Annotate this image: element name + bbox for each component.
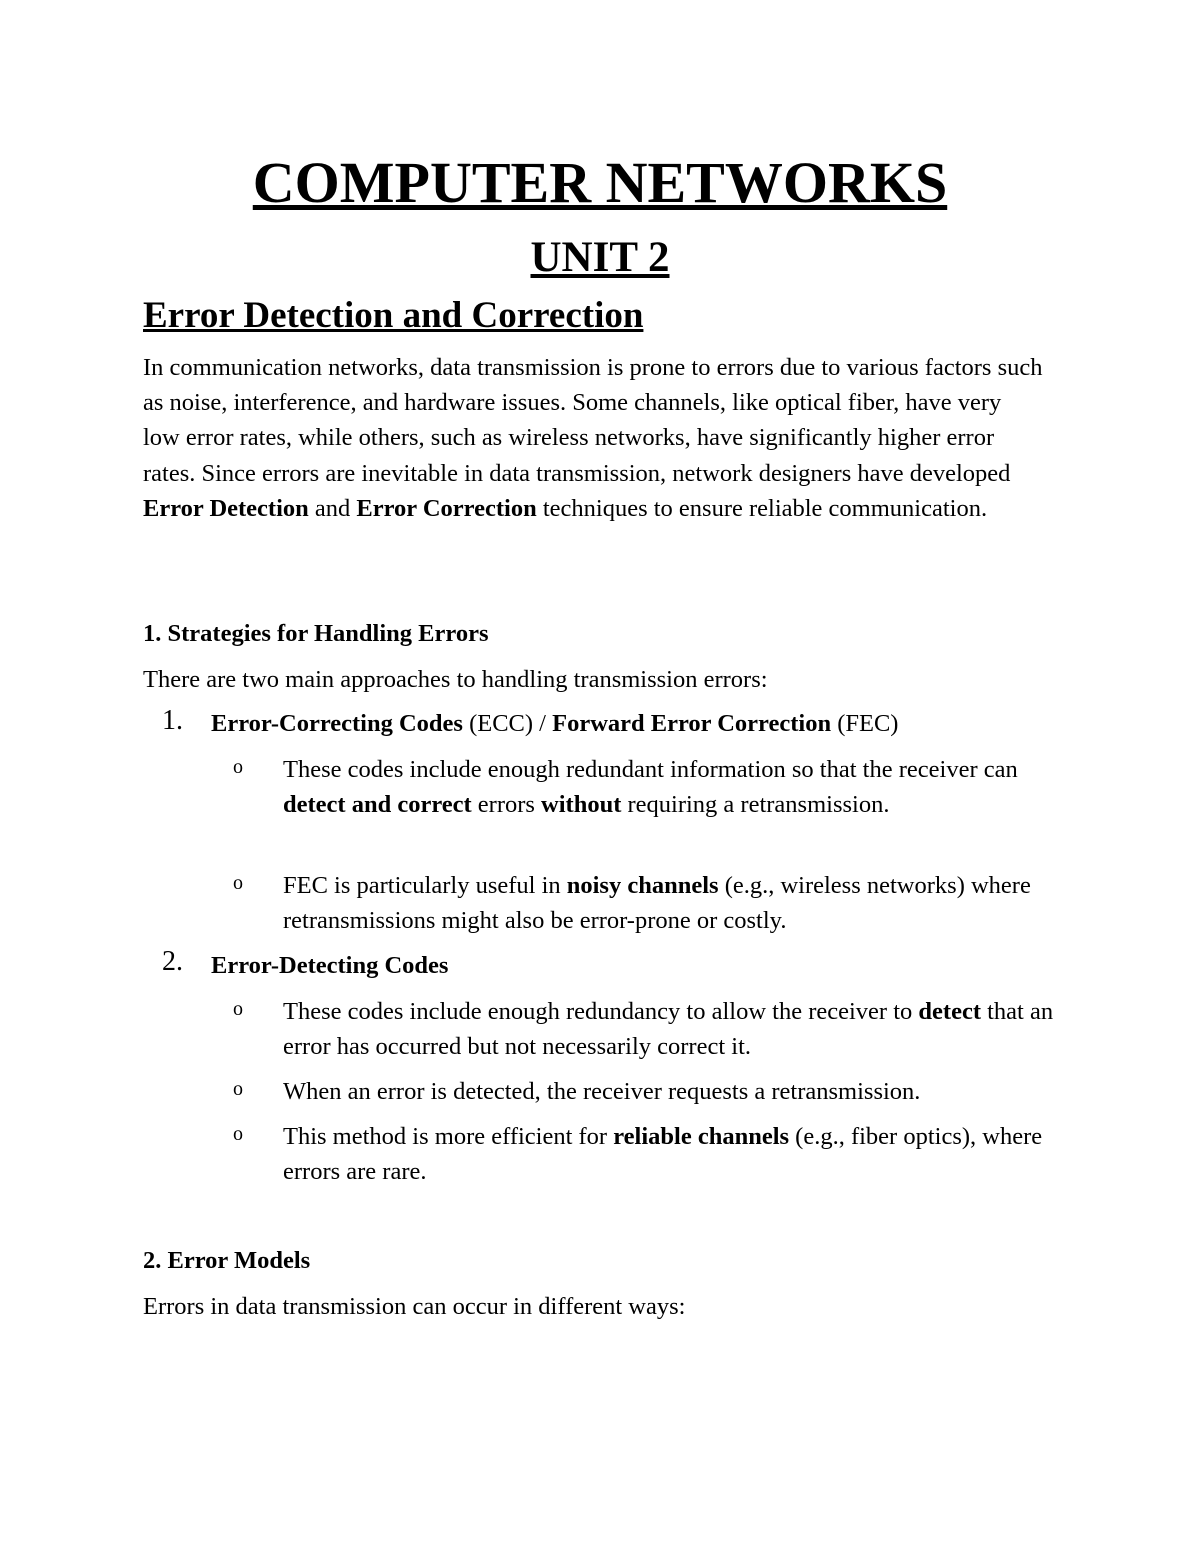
intro-text-2: and [308,494,357,522]
error-models-lead: Errors in data transmission can occur in different ways: [143,1293,686,1320]
list-number: 2. [162,946,183,977]
bullet-bold-part: reliable channels [613,1123,790,1150]
list-item-title [211,706,898,741]
bullet-text-part: errors [471,791,542,819]
bullet-marker: o [233,998,243,1020]
bullet-text-part: requiring a retransmission. [621,791,890,819]
strategies-heading: 1. Strategies for Handling Errors [143,620,489,647]
list-title-bold: Error-Correcting Codes [211,710,463,737]
bullet-bold-part: detect and correct [283,791,472,819]
list-title-text: (ECC) / [462,710,553,737]
bullet-bold-part: noisy channels [566,872,719,899]
error-models-heading: 2. Error Models [143,1247,311,1274]
bullet-text-part: This method is more efficient for [283,1123,614,1150]
bullet-text [283,868,1083,938]
intro-bold-1: Error Detection [143,494,309,522]
bullet-text [283,752,1083,822]
bullet-text [283,1074,1083,1109]
list-number: 1. [162,705,183,736]
bullet-text-part: (e.g., fiber optics), where errors are rare. [283,1123,1043,1186]
intro-text-3: techniques to ensure reliable communication. [536,494,988,522]
intro-text-1: In communication networks, data transmission is prone to errors due to various factors such as noise, interference, and hardware issues. Some channels, like optical fiber, have very low error rates, while others, such as wireless networks, have significantly higher error rates. Since errors are inevitable in data transmission, network designers have developed [143,354,1043,487]
list-item-title [211,948,448,983]
list-title-bold: Error-Detecting Codes [211,952,449,979]
section-heading: Error Detection and Correction [143,295,644,336]
bullet-text-part: FEC is particularly useful in [283,872,567,899]
list-title-bold: Forward Error Correction [552,710,832,737]
unit-heading: UNIT 2 [530,234,670,281]
bullet-text [283,1119,1083,1189]
bullet-text-part: When an error is detected, the receiver requests a retransmission. [283,1078,921,1105]
bullet-marker: o [233,756,243,778]
bullet-text-part: These codes include enough redundancy to allow the receiver to [283,998,919,1025]
bullet-bold-part: without [541,791,622,819]
list-title-text: (FEC) [831,710,899,737]
bullet-text-part: (e.g., wireless networks) where retransmissions might also be error-prone or costly. [283,872,1031,935]
document-title: COMPUTER NETWORKS [252,150,948,215]
bullet-marker: o [233,1123,243,1145]
intro-paragraph [143,350,1043,526]
strategies-lead: There are two main approaches to handling transmission errors: [143,666,768,693]
bullet-marker: o [233,872,243,894]
bullet-text-part: that an error has occurred but not necessarily correct it. [283,998,1054,1061]
bullet-bold-part: detect [918,998,981,1025]
intro-bold-2: Error Correction [356,494,537,522]
bullet-text [283,994,1083,1064]
bullet-text-part: These codes include enough redundant information so that the receiver can [283,756,1018,783]
bullet-marker: o [233,1078,243,1100]
